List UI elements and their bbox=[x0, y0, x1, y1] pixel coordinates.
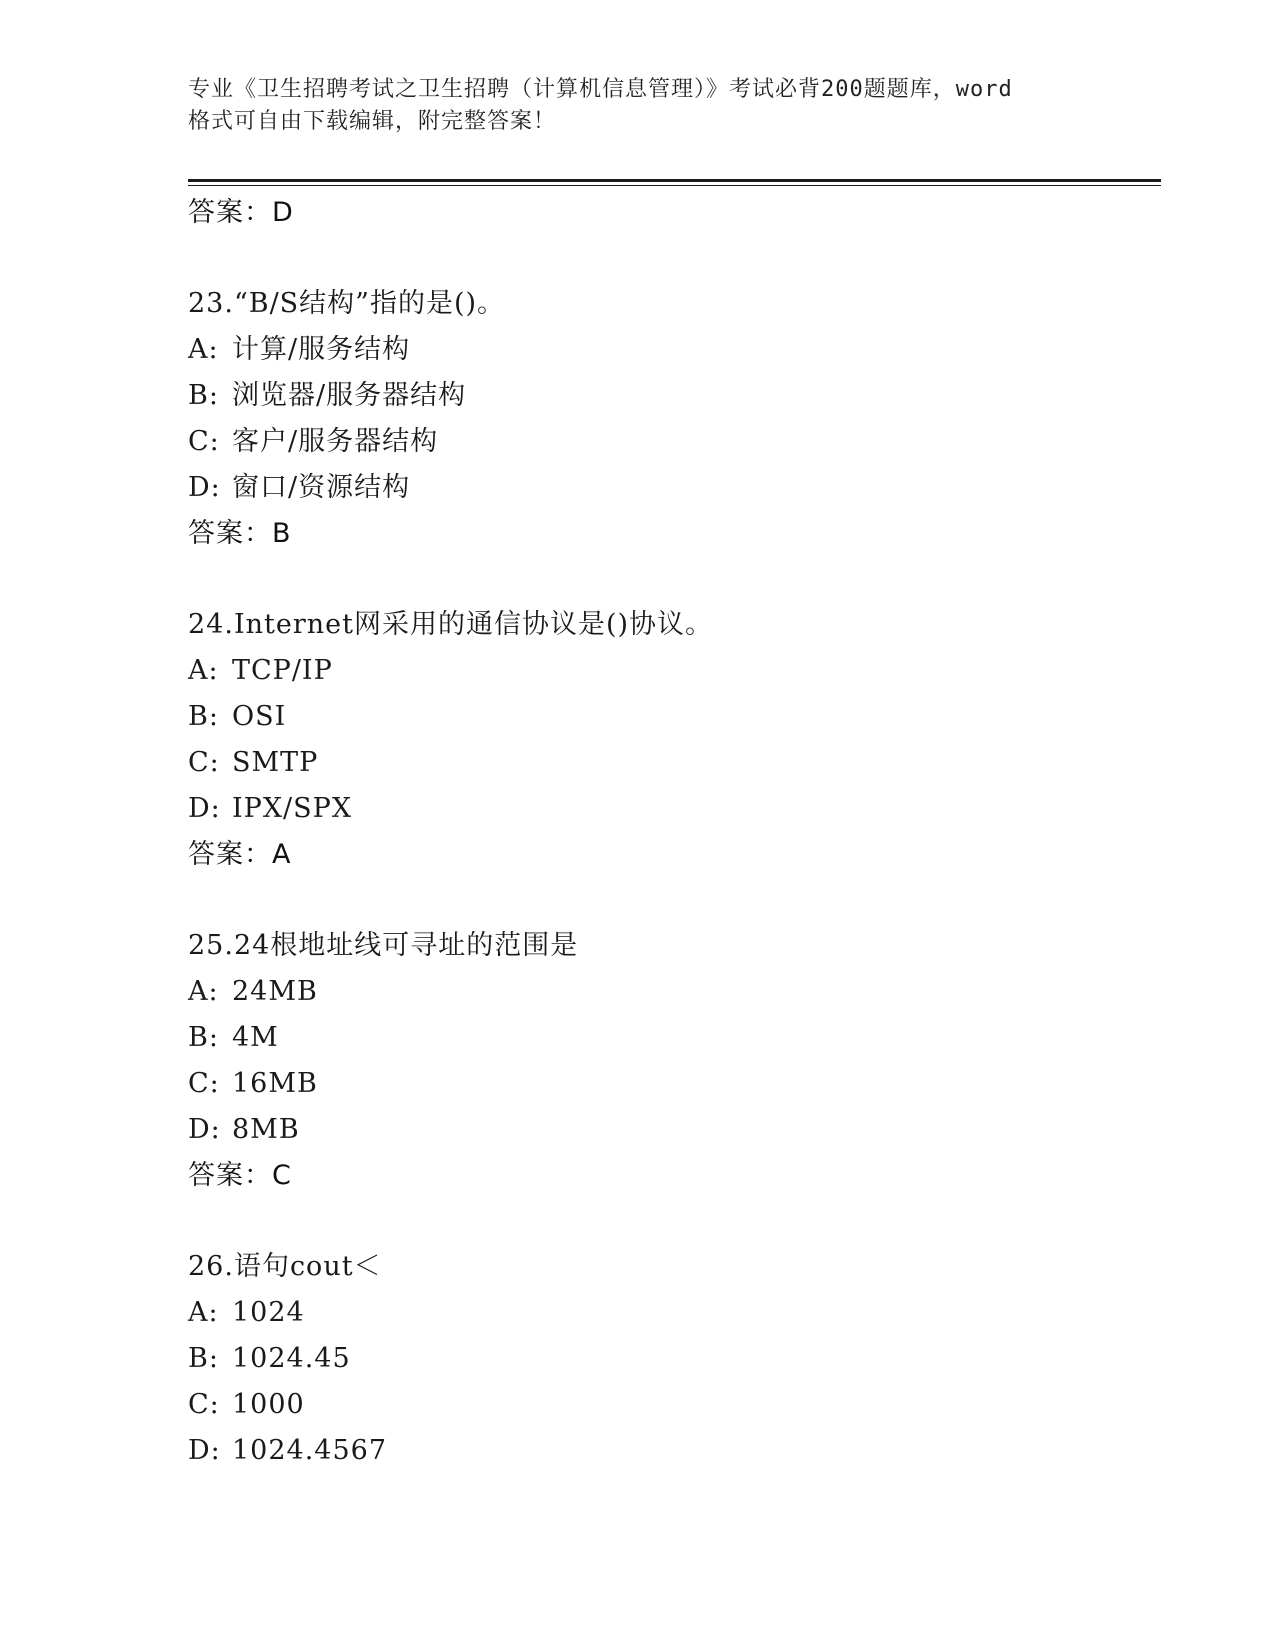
header-line-1: 专业《卫生招聘考试之卫生招聘（计算机信息管理）》考试必背200题题库，word bbox=[188, 77, 1013, 102]
option-a: A: 计算/服务结构 bbox=[188, 334, 411, 365]
option-b: B: 4M bbox=[188, 1022, 279, 1053]
question-block bbox=[188, 923, 1161, 1199]
answer-label: 答案：A bbox=[188, 839, 292, 870]
option-c: C: 16MB bbox=[188, 1068, 318, 1099]
question-text: 24.Internet网采用的通信协议是()协议。 bbox=[188, 609, 714, 640]
option-a: A: TCP/IP bbox=[188, 655, 333, 686]
question-block bbox=[188, 1244, 1161, 1474]
option-b: B: 1024.45 bbox=[188, 1343, 351, 1374]
option-a: A: 24MB bbox=[188, 976, 318, 1007]
header-line-2: 格式可自由下载编辑，附完整答案！ bbox=[188, 109, 557, 134]
answer-label: 答案：C bbox=[188, 1160, 292, 1191]
option-b: B: 浏览器/服务器结构 bbox=[188, 380, 467, 411]
option-d: D: IPX/SPX bbox=[188, 793, 353, 824]
answer-label: 答案：B bbox=[188, 518, 292, 549]
header-divider-thin bbox=[188, 185, 1161, 186]
option-b: B: OSI bbox=[188, 701, 287, 732]
option-d: D: 1024.4567 bbox=[188, 1435, 388, 1466]
option-c: C: 1000 bbox=[188, 1389, 305, 1420]
option-d: D: 8MB bbox=[188, 1114, 300, 1145]
option-c: C: SMTP bbox=[188, 747, 319, 778]
header-divider-thick bbox=[188, 179, 1161, 182]
question-text: 25.24根地址线可寻址的范围是 bbox=[188, 930, 579, 961]
document-header bbox=[188, 74, 1088, 138]
question-block bbox=[188, 281, 1161, 557]
question-list bbox=[188, 190, 1161, 1474]
answer-label: 答案：D bbox=[188, 197, 294, 228]
question-text: 26.语句cout＜ bbox=[188, 1251, 382, 1282]
question-block bbox=[188, 602, 1161, 878]
option-a: A: 1024 bbox=[188, 1297, 305, 1328]
question-text: 23.“B/S结构”指的是()。 bbox=[188, 288, 506, 319]
option-d: D: 窗口/资源结构 bbox=[188, 472, 411, 503]
option-c: C: 客户/服务器结构 bbox=[188, 426, 439, 457]
